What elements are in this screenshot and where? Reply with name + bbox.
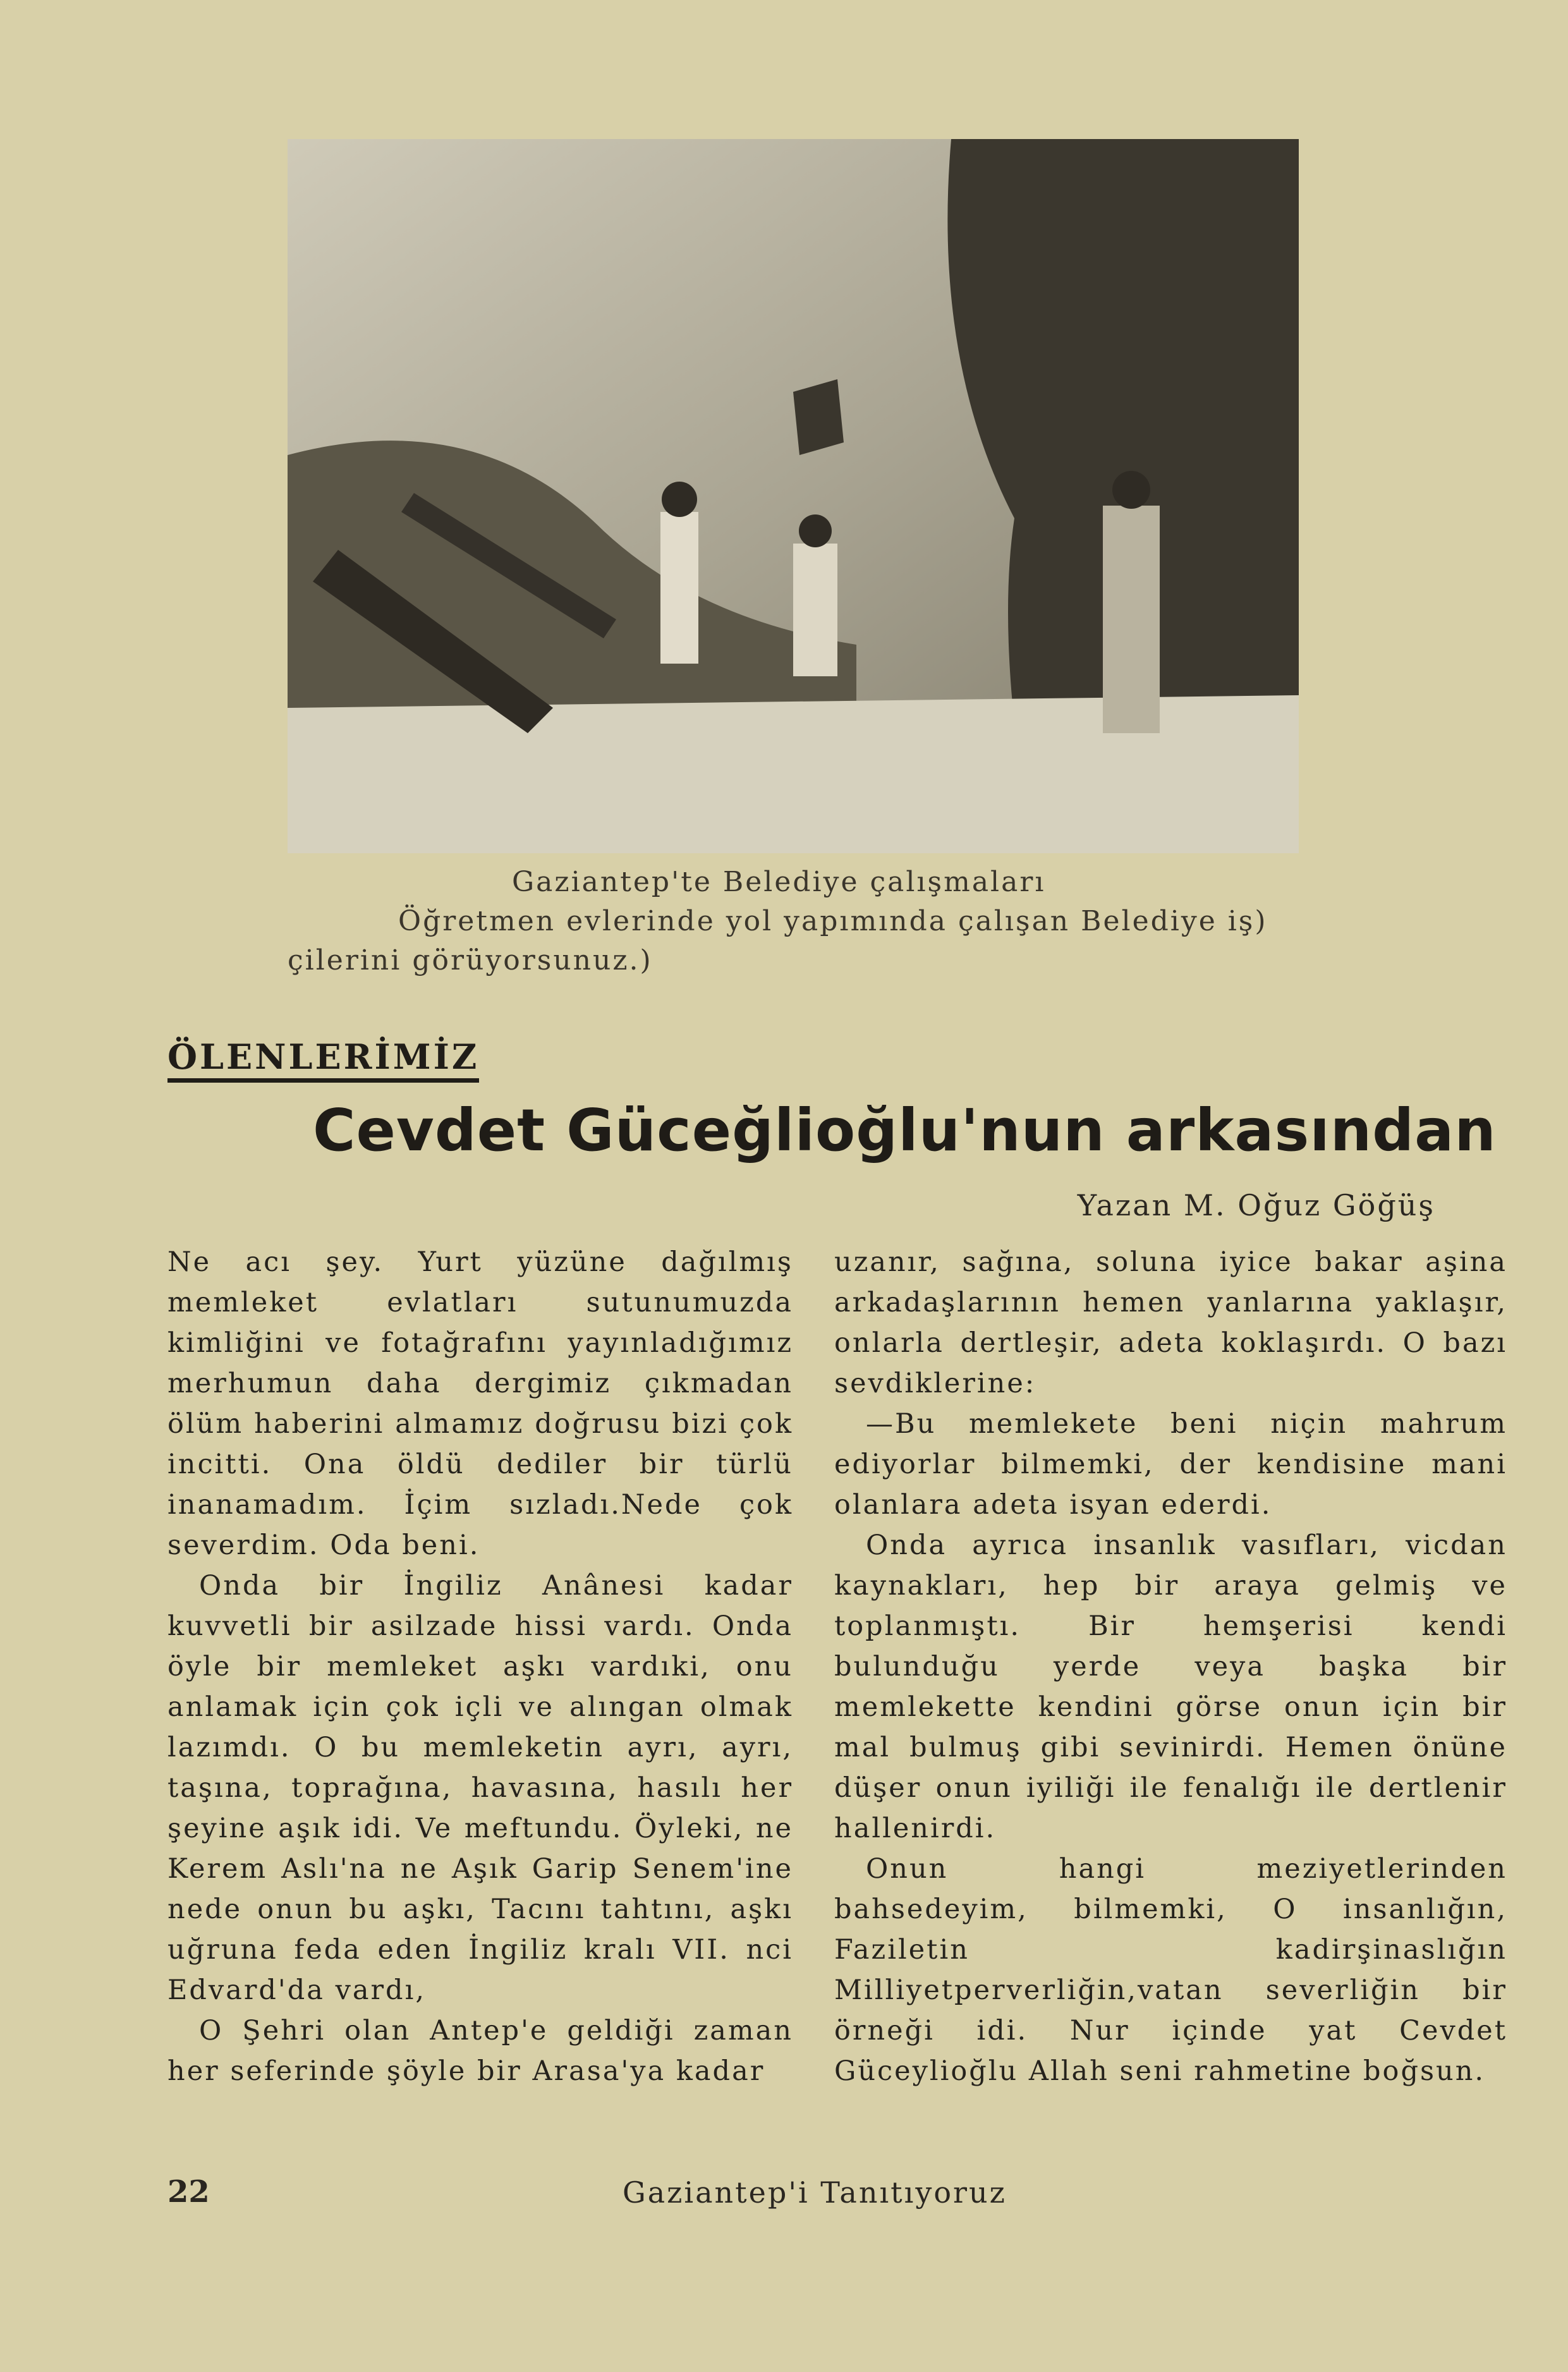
caption-line-1: Gaziantep'te Belediye çalışmaları	[512, 866, 1046, 898]
page-number: 22	[167, 2174, 210, 2210]
caption-line-2: Öğretmen evlerinde yol yapımında çalışan Belediye iş)	[398, 905, 1268, 937]
paragraph: uzanır, sağına, soluna iyice bakar aşina arkadaşlarının hemen yanlarına yaklaşır, onlarla dertleşir, adeta koklaşırdı. O bazı sevdiklerine:	[834, 1246, 1507, 1399]
caption-line-3: çilerini görüyorsunuz.)	[288, 944, 653, 976]
paragraph: Ne acı şey. Yurt yüzüne dağılmış memleket evlatları sutunumuzda kimliğini ve fotağrafını yayınladığımız merhumun daha dergimiz çıkmadan ölüm haberini almamız doğrusu bizi çok incitti. Ona öldü dediler bir türlü inanamadım. İçim sızladı.Nede çok severdim. Oda beni.	[167, 1246, 793, 1561]
photo-road-workers	[288, 139, 1299, 853]
paragraph: Onda bir İngiliz Anânesi kadar kuvvetli bir asilzade hissi vardı. Onda öyle bir memleket aşkı vardıki, onu anlamak için çok içli ve alıngan olmak lazımdı. O bu memleketin ayrı, ayrı, taşına, toprağına, havasına, hasılı her şeyine aşık idi. Ve meftundu. Öyleki, ne Kerem Aslı'na ne Aşık Garip Senem'ine nede onun bu aşkı, Tacını tahtını, aşkı uğruna feda eden İngiliz kralı VII. nci Edvard'da vardı,	[167, 1570, 793, 2006]
article-author: Yazan M. Oğuz Göğüş	[1077, 1188, 1435, 1222]
paragraph: Onun hangi meziyetlerinden bahsedeyim, bilmemki, O insanlığın, Faziletin kadirşinaslığın Milliyetperverliğin,vatan severliğin bir örneği idi. Nur içinde yat Cevdet Güceylioğlu Allah seni rahmetine boğsun.	[834, 1853, 1507, 2087]
article-column-left	[167, 1242, 793, 2091]
section-title: ÖLENLERİMİZ	[167, 1037, 479, 1083]
article-column-right	[834, 1242, 1507, 2091]
running-title: Gaziantep'i Tanıtıyoruz	[623, 2175, 1007, 2210]
paragraph: Onda ayrıca insanlık vasıfları, vicdan kaynakları, hep bir araya gelmiş ve toplanmıştı. Bir hemşerisi kendi bulunduğu yerde veya başka bir memlekette kendini görse onun için bir mal bulmuş gibi sevinirdi. Hemen önüne düşer onun iyiliği ile fenalığı ile dertlenir hallenirdi.	[834, 1530, 1507, 1844]
paragraph: —Bu memlekete beni niçin mahrum ediyorlar bilmemki, der kendisine mani olanlara adeta isyan ederdi.	[834, 1408, 1507, 1521]
photo-caption	[288, 863, 1324, 980]
article-headline: Cevdet Güceğlioğlu'nun arkasından	[313, 1097, 1497, 1164]
photo-image	[288, 139, 1299, 853]
paragraph: O Şehri olan Antep'e geldiği zaman her seferinde şöyle bir Arasa'ya kadar	[167, 2015, 793, 2087]
